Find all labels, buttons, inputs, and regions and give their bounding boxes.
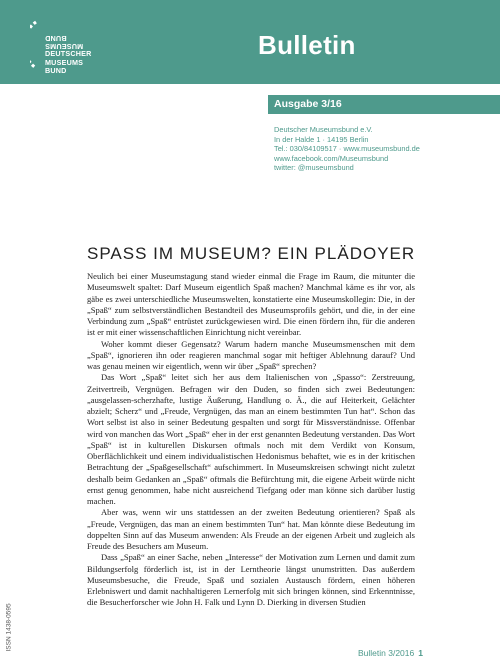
header-band [0,0,500,84]
logo-line-2: MUSEUMS [45,42,84,52]
paragraph: Dass „Spaß“ an einer Sache, neben „Interesse“ der Motivation zum Lernen und damit zum Bildungserfolg förderlich ist, ist in der Lerntheorie längst unumstritten. Das außerdem Museumsbesuche, die Freude, Spaß und sozialen Austausch fördern, einen höheren Erlebniswert und damit nachhaltigeren Lernerfolg mit sich bringen können, sind Erkenntnisse, die Besucherforscher wie John H. Falk und Lynn D. Dierking in diversen Studien [87,552,415,608]
paragraph: Das Wort „Spaß“ leitet sich her aus dem Italienischen von „Spasso“: Zerstreuung, Zeitvertreib, Vergnügen. Befragen wir den Duden, so finden sich zwei Bedeutungen: „ausgelassen-scherzhafte, lustige Äußerung, Handlung o. Ä., die auf Heiterkeit, Gelächter abzielt; Scherz“ und „Freude, Vergnügen, das man an einem bestimmten Tun hat“. Schon das Wort selbst ist also in seiner Bedeutung gespalten und sorgt für Missverständnisse. Offenbar wird von manchen das Wort „Spaß“ eher in der erst genannten Bedeutung verstanden. Das Wort „Spaß“ ist in kulturellen Diskursen oftmals noch mit dem Verdikt von Konsum, Oberflächlichkeit und einem individualistischen Hedonismus behaftet, wie es in der kritischen Betrachtung der „Spaßgesellschaft“ aufschimmert. In Museumskreisen schwingt nicht zuletzt deshalb beim Gedanken an „Spaß“ oftmals die Befürchtung mit, die eigene Arbeit würde nicht ernst genug genommen, habe nicht ausreichend Tiefgang oder man könne sich darüber lustig machen. [87,372,415,506]
museumsbund-logo [30,14,90,76]
logo-line-5: BUND [45,65,67,75]
footer-label: Bulletin 3/2016 [358,648,415,658]
page-number: 1 [418,648,423,658]
paragraph: Woher kommt dieser Gegensatz? Warum hadern manche Museumsmenschen mit dem „Spaß“, ignorieren ihn oder reagieren manchmal sogar mit heftiger Ablehnung darauf? Und was genau meinen wir eigentlich, wenn wir über „Spaß“ sprechen? [87,338,415,371]
issn-label: ISSN 1438-0595 [5,603,13,652]
issue-label: Ausgabe 3/16 [274,98,342,110]
article-body [87,271,415,609]
logo-line-4: MUSEUMS [45,57,84,67]
bulletin-title: Bulletin [258,30,356,60]
contact-facebook[interactable]: www.facebook.com/Museumsbund [274,153,389,163]
contact-org: Deutscher Museumsbund e.V. [274,125,373,134]
page-footer [358,648,423,658]
logo-line-3: DEUTSCHER [45,49,92,59]
contact-phone-web[interactable]: Tel.: 030/84109517 · www.museumsbund.de [274,144,420,154]
contact-address: In der Halde 1 · 14195 Berlin [274,134,369,144]
paragraph: Aber was, wenn wir uns stattdessen an der zweiten Bedeutung orientieren? Spaß als „Freude, Vergnügen, das man an einem bestimmten Tun“ hat. Man könnte diese Bedeutung im doppelten Sinn auf das Museum anwenden: Als Freude an der eigenen Arbeit und zugleich als Freude des Besuchers am Museum. [87,507,415,551]
contact-block [274,125,420,173]
article-title: SPASS IM MUSEUM? EIN PLÄDOYER [87,244,416,263]
logo-line-1: BUND [45,34,67,44]
paragraph: Neulich bei einer Museumstagung stand wieder einmal die Frage im Raum, die mitunter die Museumswelt spaltet: Darf Museum eigentlich Spaß machen? Manchmal käme es ihr vor, als gäbe es zwei unterschiedliche Museumswelten, konstatierte eine Museumskollegin: Die, in der „Spaß“ zum selbstverständlichen Bestandteil des Museumsprofils gehört, und die, in der eine Verbindung zum „Spaß“ entrüstet zurückgewiesen wird. Die einen fördern ihn, für die anderen ist er mit einer wissenschaftlichen Einrichtung nicht vereinbar. [87,271,415,338]
contact-twitter[interactable]: twitter: @museumsbund [274,163,354,173]
issue-bar [268,95,500,114]
logo-text [45,34,105,75]
